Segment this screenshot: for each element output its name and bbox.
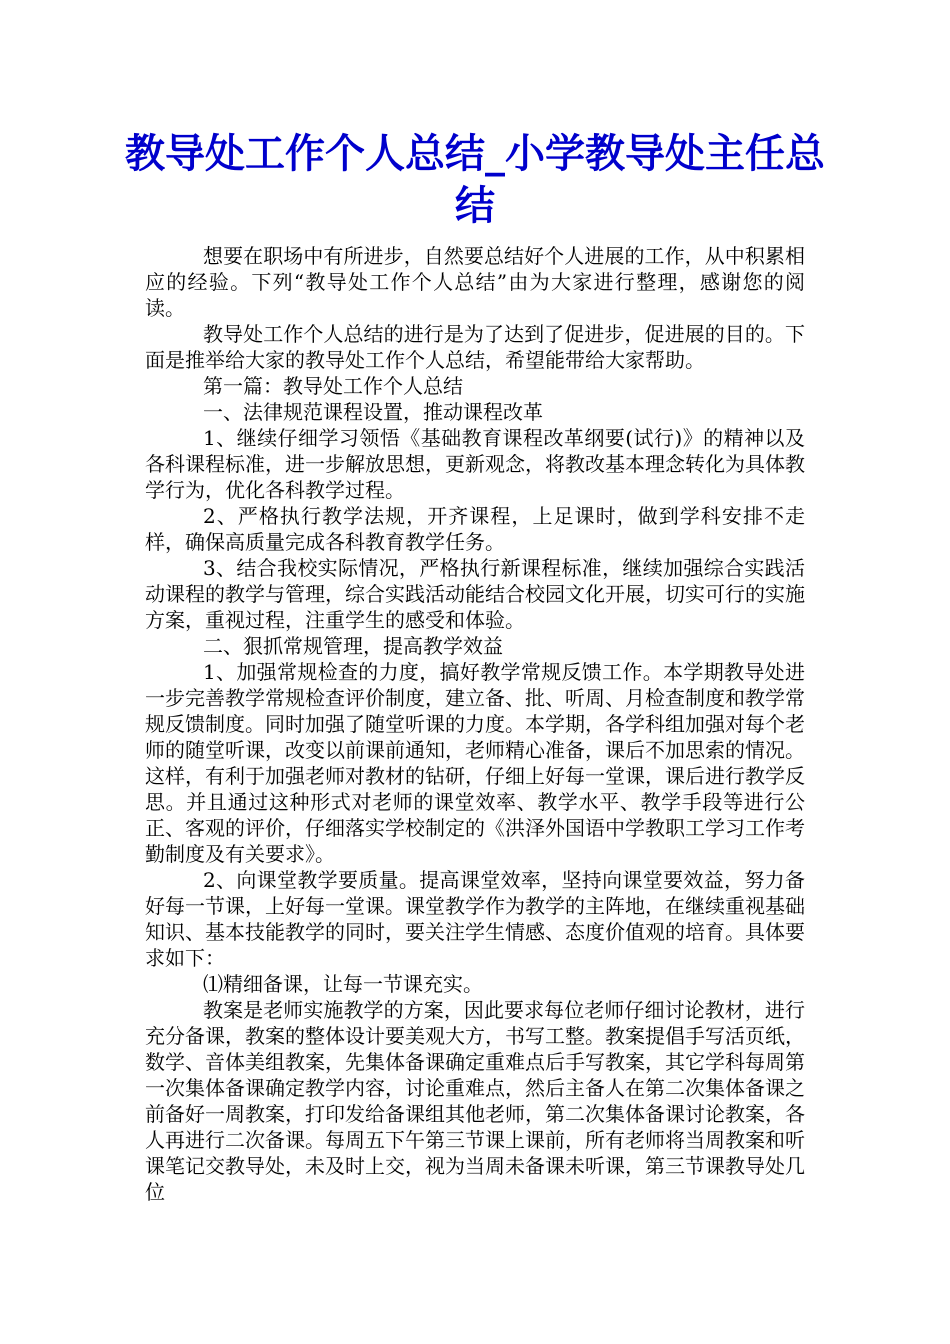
section-heading: 第一篇：教导处工作个人总结 xyxy=(203,374,463,398)
paragraph: 3、结合我校实际情况，严格执行新课程标准，继续加强综合实践活动课程的教学与管理，综合实践活动能结合校园文化开展，切实可行的实施方案，重视过程，注重学生的感受和体验。 xyxy=(145,556,805,632)
paragraph: 2、向课堂教学要质量。提高课堂效率，坚持向课堂要效益，努力备好每一节课，上好每一堂课。课堂教学作为教学的主阵地，在继续重视基础知识、基本技能教学的同时，要关注学生情感、态度价值观的培育。具体要求如下： xyxy=(145,868,805,970)
paragraph: 1、加强常规检查的力度，搞好教学常规反馈工作。本学期教导处进一步完善教学常规检查评价制度，建立备、批、听周、月检查制度和教学常规反馈制度。同时加强了随堂听课的力度。本学期，各学科组加强对每个老师的随堂听课，改变以前课前通知，老师精心准备，课后不加思索的情况。这样，有利于加强老师对教材的钻研，仔细上好每一堂课，课后进行教学反思。并且通过这种形式对老师的课堂效率、教学水平、教学手段等进行公正、客观的评价，仔细落实学校制定的《洪泽外国语中学教职工学习工作考勤制度及有关要求》。 xyxy=(145,660,805,866)
paragraph: 2、严格执行教学法规，开齐课程，上足课时，做到学科安排不走样，确保高质量完成各科教育教学任务。 xyxy=(145,504,805,554)
document-title: 教导处工作个人总结_小学教导处主任总结 xyxy=(125,131,825,229)
paragraph: 教导处工作个人总结的进行是为了达到了促进步，促进展的目的。下面是推举给大家的教导处工作个人总结，希望能带给大家帮助。 xyxy=(145,322,805,372)
section-heading: 二、狠抓常规管理，提高教学效益 xyxy=(203,634,503,658)
sub-heading: ⑴精细备课，让每一节课充实。 xyxy=(203,972,483,996)
paragraph: 1、继续仔细学习领悟《基础教育课程改革纲要(试行)》的精神以及各科课程标准，进一步解放思想，更新观念，将教改基本理念转化为具体教学行为，优化各科教学过程。 xyxy=(145,426,805,502)
document-body xyxy=(145,243,805,1205)
paragraph: 想要在职场中有所进步，自然要总结好个人进展的工作，从中积累相应的经验。下列“教导处工作个人总结”由为大家进行整理，感谢您的阅读。 xyxy=(145,244,805,320)
paragraph: 教案是老师实施教学的方案，因此要求每位老师仔细讨论教材，进行充分备课，教案的整体设计要美观大方，书写工整。教案提倡手写活页纸，数学、音体美组教案，先集体备课确定重难点后手写教案，其它学科每周第一次集体备课确定教学内容，讨论重难点，然后主备人在第二次集体备课之前备好一周教案，打印发给备课组其他老师，第二次集体备课讨论教案，各人再进行二次备课。每周五下午第三节课上课前，所有老师将当周教案和听课笔记交教导处，未及时上交，视为当周未备课未听课，第三节课教导处几位 xyxy=(145,998,805,1204)
section-heading: 一、法律规范课程设置，推动课程改革 xyxy=(203,400,543,424)
